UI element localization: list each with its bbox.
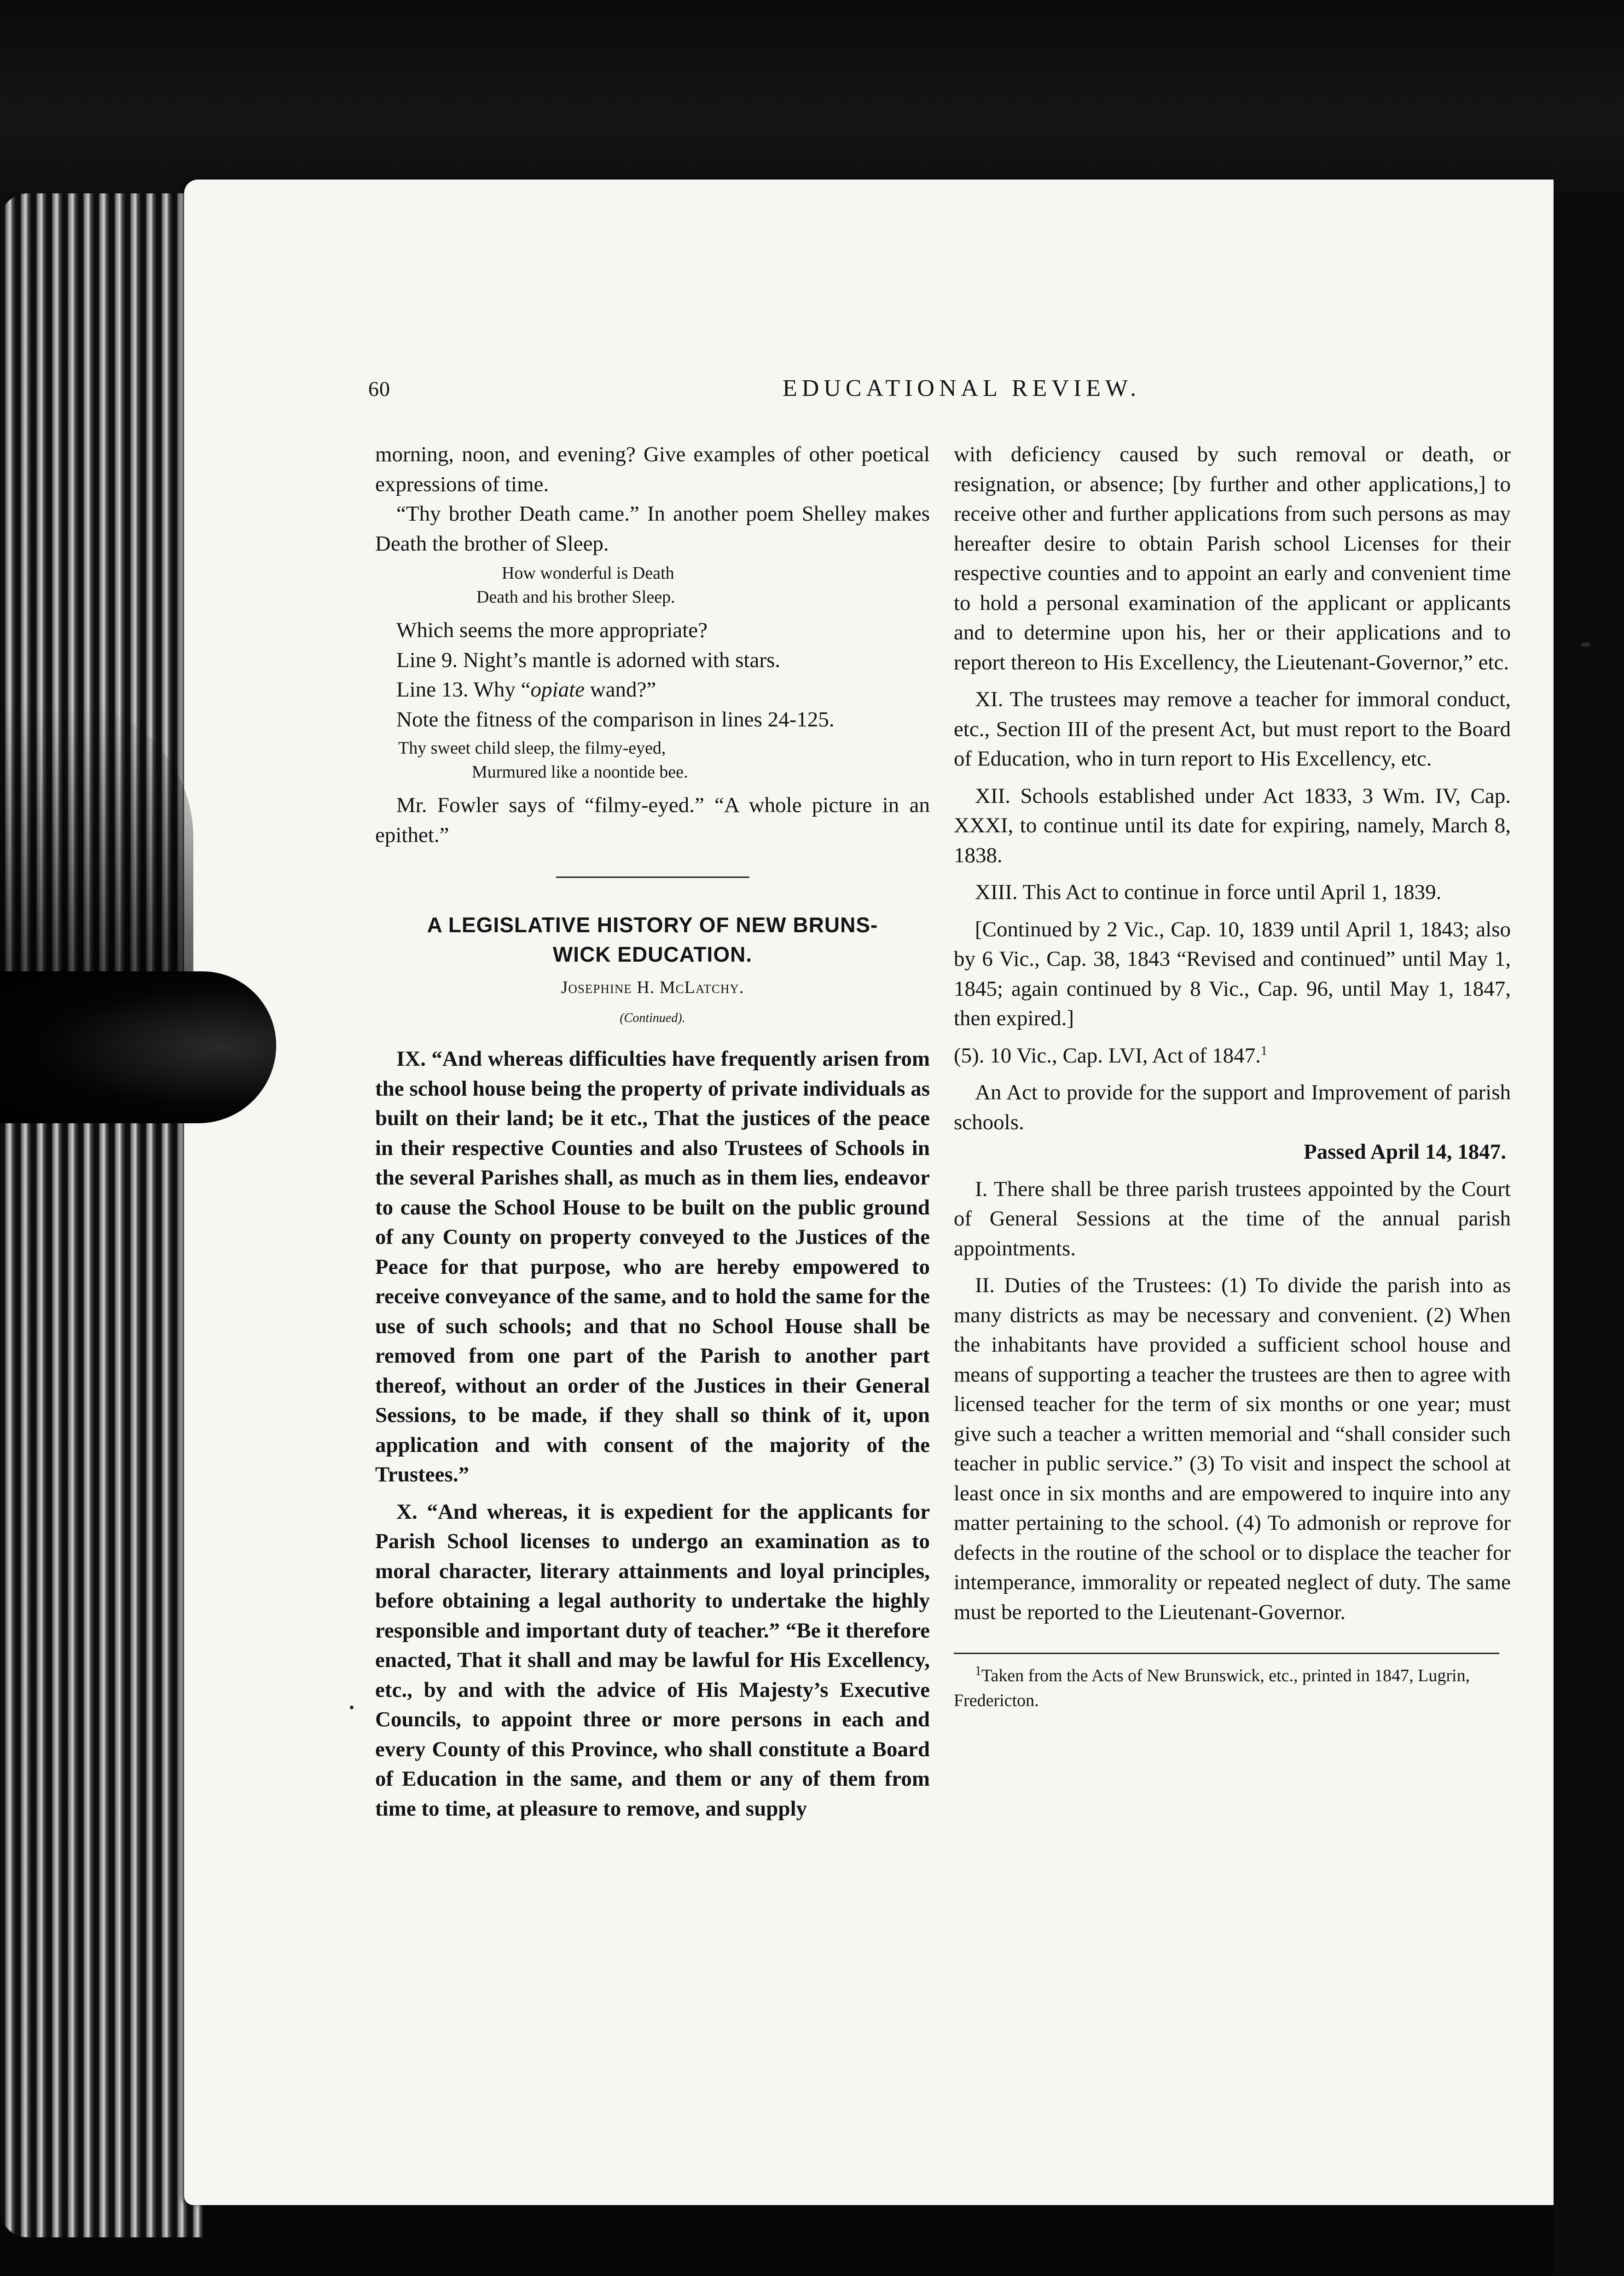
article-author: Josephine H. McLatchy.	[561, 978, 744, 997]
analysis-line: Line 13. Why “opiate wand?”	[396, 678, 656, 702]
verse-line: Thy sweet child sleep, the filmy-eyed,	[398, 738, 666, 758]
left-column	[375, 440, 930, 1823]
article-title-line: A LEGISLATIVE HISTORY OF NEW BRUNS-	[427, 913, 878, 937]
running-head	[368, 377, 1519, 409]
section-i: I. There shall be three parish trustees appointed by the Court of General Sessions at the time of the annual parish appointments.	[954, 1177, 1511, 1260]
passed-date: Passed April 14, 1847.	[1303, 1140, 1506, 1164]
section-x: X. “And whereas, it is expedient for the applicants for Parish School licenses to undergo an examination as to moral character, literary attainments and loyal principles, before obtaining a legal authority to undertake the highly responsible and important duty of teacher.” “Be it therefore enacted, That it shall and may be lawful for His Excellency, etc., by and with the advice of His Majesty’s Executive Councils, to appoint three or more persons in each and every County of this Province, who shall constitute a Board of Education in the same, and them or any of them from time to time, at pleasure to remove, and supply	[375, 1499, 930, 1821]
section-xi: XI. The trustees may remove a teacher for immoral conduct, etc., Section III of the present Act, but must report to the Board of Education, who in turn report to His Excellency, etc.	[954, 687, 1511, 771]
article-title	[375, 910, 930, 969]
analysis-line-text: Line 13. Why	[396, 678, 521, 702]
scan-speck	[350, 1706, 354, 1709]
journal-title: EDUCATIONAL REVIEW.	[783, 375, 1141, 401]
analysis-line: Line 9. Night’s mantle is adorned with stars.	[396, 648, 781, 672]
verse-line: How wonderful is Death	[502, 563, 674, 583]
verse-quote-sleep	[375, 736, 930, 784]
act-heading-text: (5). 10 Vic., Cap. LVI, Act of 1847.	[954, 1043, 1261, 1068]
section-xiii: XIII. This Act to continue in force until April 1, 1839.	[975, 880, 1442, 904]
section-ix: IX. “And whereas difficulties have frequently arisen from the school house being the property of private individuals as built on their land; be it etc., That the justices of the peace in their respective Counties and also Trustees of Schools in the several Parishes shall, as much as in them lies, endeavor to cause the School House to be built on the public ground of any County on property conveyed to the Justices of the Peace for that purpose, who are hereby empowered to receive conveyance of the same, and to hold the same for the use of such schools; and that no School House shall be removed from one part of the Parish to another part thereof, without an order of the Justices in their General Sessions, to be made, if they shall so think of it, upon application and with consent of the majority of the Trustees.”	[375, 1047, 930, 1486]
bracket-note: [Continued by 2 Vic., Cap. 10, 1839 until April 1, 1843; also by 6 Vic., Cap. 38, 1843 “Revised and continued” until May 1, 1845; again continued by 8 Vic., Cap. 96, until May 1, 1847, then expired.]	[954, 917, 1511, 1030]
paragraph-shelley: “Thy brother Death came.” In another poem Shelley makes Death the brother of Sleep.	[375, 502, 930, 556]
section-ii: II. Duties of the Trustees: (1) To divide the parish into as many districts as may be necessary and convenient. (2) When the inhabitants have provided a sufficient school house and means of supporting a teacher the trustees are then to agree with licensed teacher for the term of six months or one year; must give such a teacher a written memorial and “shall consider such teacher in public service.” (3) To visit and inspect the school at least once in six months and are empowered to inquire into any matter pertaining to the school. (4) To admonish or reprove for defects in the routine of the school or to displace the teacher for intemperance, immorality or repeated neglect of duty. The same must be reported to the Lieutenant-Governor.	[954, 1273, 1511, 1624]
verse-line: Death and his brother Sleep.	[476, 587, 675, 607]
scan-speck	[1581, 642, 1590, 647]
verse-line: Murmured like a noontide bee.	[472, 762, 688, 782]
section-xii: XII. Schools established under Act 1833, 3 Wm. IV, Cap. XXXI, to continue until its date for expiring, namely, March 8, 1838.	[954, 784, 1511, 867]
book-page-edges	[0, 193, 203, 2237]
footnote-text: Taken from the Acts of New Brunswick, etc., printed in 1847, Lugrin, Fredericton.	[954, 1666, 1470, 1710]
right-column	[954, 440, 1511, 1713]
footnote-number: 1	[975, 1664, 981, 1678]
paragraph-continuation: with deficiency caused by such removal or death, or resignation, or absence; [by further and other applications,] to receive other and further applications from such persons as may hereafter desire to obtain Parish school Licenses for their respective counties and to appoint an early and convenient time to hold a personal examination of the applicant or applicants and to determine upon his, her or their applications and to report thereon to His Excellency, the Lieutenant-Governor,” etc.	[954, 442, 1511, 674]
verse-quote-death	[375, 561, 930, 609]
opiate-word: opiate	[530, 678, 585, 702]
act-heading	[954, 1041, 1511, 1071]
analysis-line: Note the fitness of the comparison in lines 24-125.	[396, 707, 835, 732]
act-purpose: An Act to provide for the support and Improvement of parish schools.	[954, 1080, 1511, 1134]
scan-background-right	[1554, 193, 1624, 2276]
analysis-line-tail: wand?”	[585, 678, 656, 702]
article-title-line: WICK EDUCATION.	[552, 942, 753, 966]
paragraph-fowler: Mr. Fowler says of “filmy-eyed.” “A whole picture in an epithet.”	[375, 793, 930, 847]
analysis-line: Which seems the more appropriate?	[396, 618, 708, 642]
paragraph-continuation: morning, noon, and evening? Give examples of other poetical expressions of time.	[375, 442, 930, 496]
footnote	[954, 1663, 1511, 1713]
page-number: 60	[368, 377, 390, 401]
thumb-holding-book	[0, 971, 276, 1123]
footnote-divider	[954, 1653, 1499, 1654]
footnote-marker: 1	[1260, 1043, 1267, 1058]
section-divider	[556, 877, 749, 878]
continued-note: (Continued).	[620, 1010, 685, 1025]
